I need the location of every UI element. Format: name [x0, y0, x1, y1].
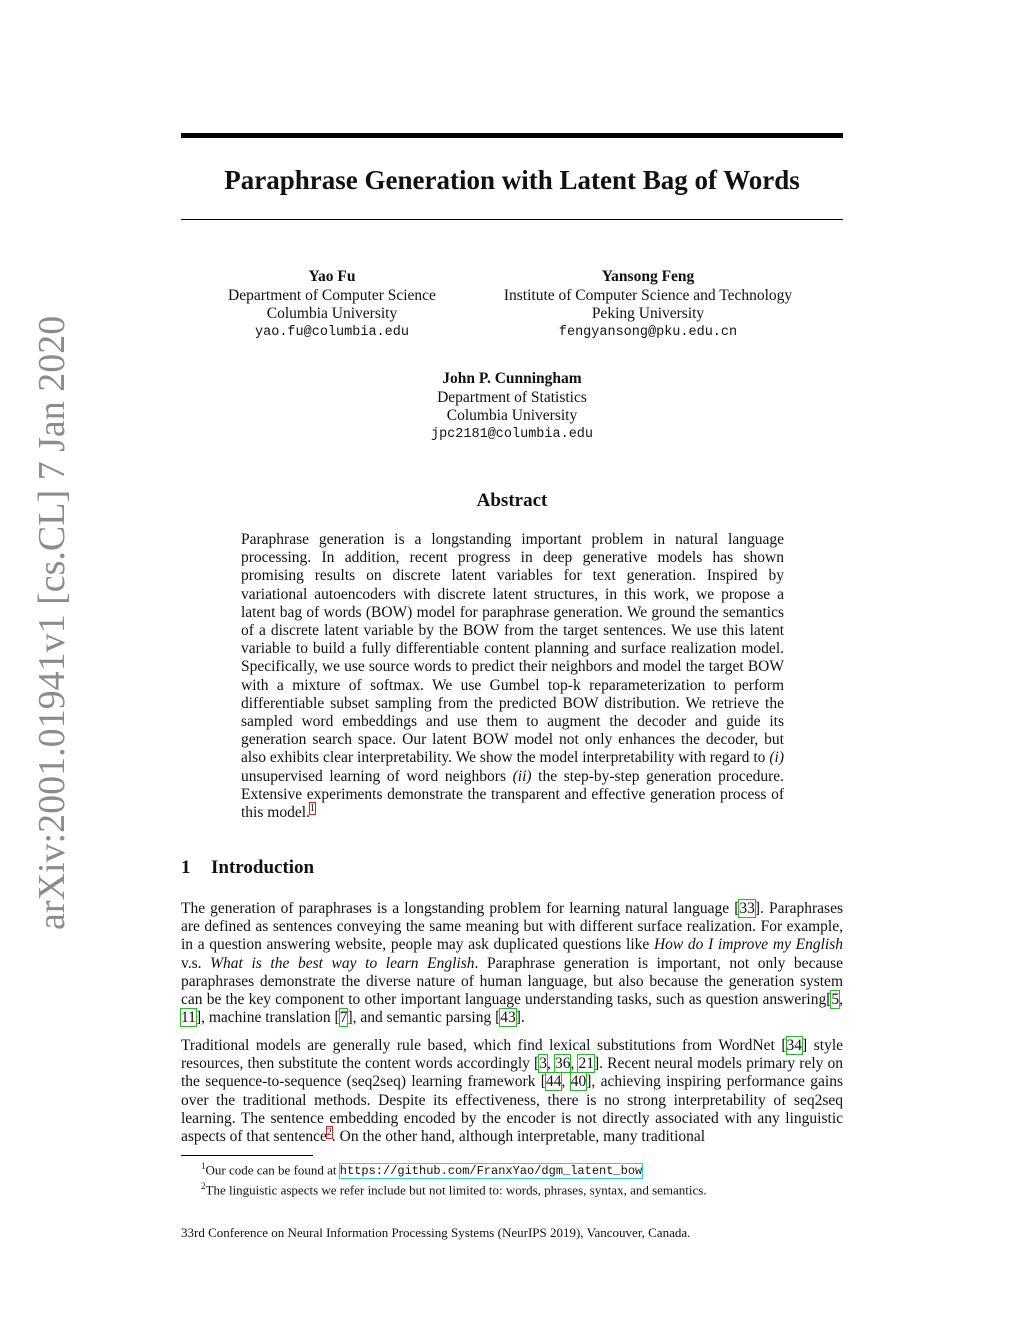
body-text: , — [546, 1055, 555, 1073]
author-name: John P. Cunningham — [442, 370, 582, 387]
author-inst: Peking University — [591, 305, 705, 322]
footnote — [201, 1158, 843, 1179]
footnote-rule — [181, 1155, 313, 1156]
citation-link[interactable]: 34 — [786, 1037, 803, 1054]
author-email[interactable]: yao.fu@columbia.edu — [255, 324, 409, 340]
body-text: . On the other hand, although interpretable, many traditional — [331, 1128, 706, 1146]
citation-link[interactable]: 11 — [181, 1009, 196, 1027]
footnote-mark: 2 — [201, 1181, 206, 1191]
abstract-text: the step-by-step generation procedure. Extensive experiments demonstrate the transparent and effective generation process of this model. — [241, 767, 784, 822]
citation-link[interactable]: 40 — [570, 1073, 587, 1091]
citation-link[interactable]: 44 — [545, 1073, 562, 1091]
body-italic: What is the best way to learn English — [210, 954, 475, 972]
arxiv-stamp: arXiv:2001.01941v1 [cs.CL] 7 Jan 2020 — [31, 315, 73, 930]
body-text: ], machine translation [ — [195, 1009, 340, 1027]
body-text: , — [570, 1055, 579, 1073]
body-text: ] style resources, then substitute the content words accordingly [ — [181, 1037, 844, 1073]
body-italic: How do I improve my English — [653, 936, 843, 954]
footnote-link[interactable]: 2 — [326, 1126, 332, 1138]
author-block — [362, 370, 662, 444]
section-number: 1 — [181, 857, 191, 878]
author-block — [206, 268, 458, 342]
author-inst: Columbia University — [266, 305, 398, 322]
author-block — [478, 268, 818, 342]
section-heading — [181, 857, 314, 879]
citation-link[interactable]: 5 — [831, 991, 840, 1009]
body-text: ]. Recent neural models primary rely on the sequence-to-sequence (seq2seq) learning framework [ — [181, 1055, 844, 1091]
author-email[interactable]: jpc2181@columbia.edu — [430, 426, 594, 442]
body-text: , — [561, 1073, 571, 1091]
paper-title: Paraphrase Generation with Latent Bag of Words — [224, 165, 800, 195]
body-text: . Paraphrase generation is important, not only because paraphrases demonstrate the diverse nature of human language, but also because the generation system can be the key component to other important language understanding tasks, such as question answering[ — [181, 954, 843, 1009]
intro-paragraph — [181, 900, 843, 1027]
body-text: The generation of paraphrases is a longstanding problem for learning natural language [ — [181, 900, 740, 917]
code-repo-link[interactable]: https://github.com/FranxYao/dgm_latent_bow — [339, 1164, 643, 1179]
body-text: ]. Paraphrases are defined as sentences conveying the same meaning but with different surface realization. For example, in a question answering website, people may ask duplicated questions like — [181, 900, 843, 954]
author-dept: Department of Computer Science — [228, 286, 436, 304]
title-bottom-rule — [181, 219, 843, 220]
section-title: Introduction — [211, 857, 315, 878]
footnote-link[interactable]: 1 — [309, 802, 315, 814]
body-text: , — [839, 991, 843, 1009]
body-text: ]. — [515, 1009, 525, 1027]
abstract-text: unsupervised learning of word neighbors — [241, 767, 513, 785]
citation-link[interactable]: 33 — [739, 900, 755, 917]
title-top-rule — [181, 133, 843, 138]
footnote-text: The linguistic aspects we refer include but not limited to: words, phrases, syntax, and semantics. — [205, 1182, 707, 1198]
citation-link[interactable]: 36 — [554, 1055, 571, 1073]
citation-link[interactable]: 3 — [539, 1055, 547, 1073]
author-dept: Department of Statistics — [437, 388, 587, 406]
author-dept: Institute of Computer Science and Technology — [503, 286, 793, 304]
body-text: Traditional models are generally rule based, which find lexical substitutions from WordNet [ — [181, 1037, 787, 1054]
citation-link[interactable]: 21 — [578, 1055, 594, 1073]
footnote — [201, 1178, 843, 1198]
abstract-italic: (i) — [769, 749, 784, 767]
abstract-body — [241, 531, 784, 822]
author-name: Yao Fu — [308, 268, 356, 285]
citation-link[interactable]: 7 — [339, 1009, 348, 1027]
body-text: v.s. — [181, 954, 211, 972]
author-name: Yansong Feng — [601, 268, 695, 285]
footnote-mark: 1 — [201, 1161, 206, 1171]
body-text: ], achieving inspiring performance gains over the traditional methods. Despite its effectiveness, there is no strong interpretability of seq2seq learning. The sentence embedding encoded by the encoder is not directly associated with any linguistic aspects of that sentence — [181, 1073, 843, 1146]
footnote-text: Our code can be found at — [205, 1162, 340, 1178]
author-inst: Columbia University — [446, 407, 578, 424]
body-text: ], and semantic parsing [ — [347, 1009, 501, 1027]
abstract-text: Paraphrase generation is a longstanding important problem in natural language processing. In addition, recent progress in deep generative models has shown promising results on discrete latent variables for text generation. Inspired by variational autoencoders with discrete latent structures, in this work, we propose a latent bag of words (BOW) model for paraphrase generation. We ground the semantics of a discrete latent variable by the BOW from the target sentences. We use this latent variable to build a fully differentiable content planning and surface realization model. Specifically, we use source words to predict their neighbors and model the target BOW with a mixture of softmax. We use Gumbel top-k reparameterization to perform differentiable subset sampling from the predicted BOW distribution. We retrieve the sampled word embeddings and use them to augment the decoder and guide its generation search space. Our latent BOW model not only enhances the decoder, but also exhibits clear interpretability. We show the model interpretability with regard to — [241, 531, 784, 767]
intro-paragraph — [181, 1037, 843, 1146]
author-email[interactable]: fengyansong@pku.edu.cn — [558, 324, 738, 340]
abstract-heading: Abstract — [476, 490, 548, 511]
venue-note: 33rd Conference on Neural Information Processing Systems (NeurIPS 2019), Vancouver, Canada. — [181, 1225, 691, 1240]
abstract-italic: (ii) — [512, 767, 532, 785]
citation-link[interactable]: 43 — [500, 1009, 516, 1027]
